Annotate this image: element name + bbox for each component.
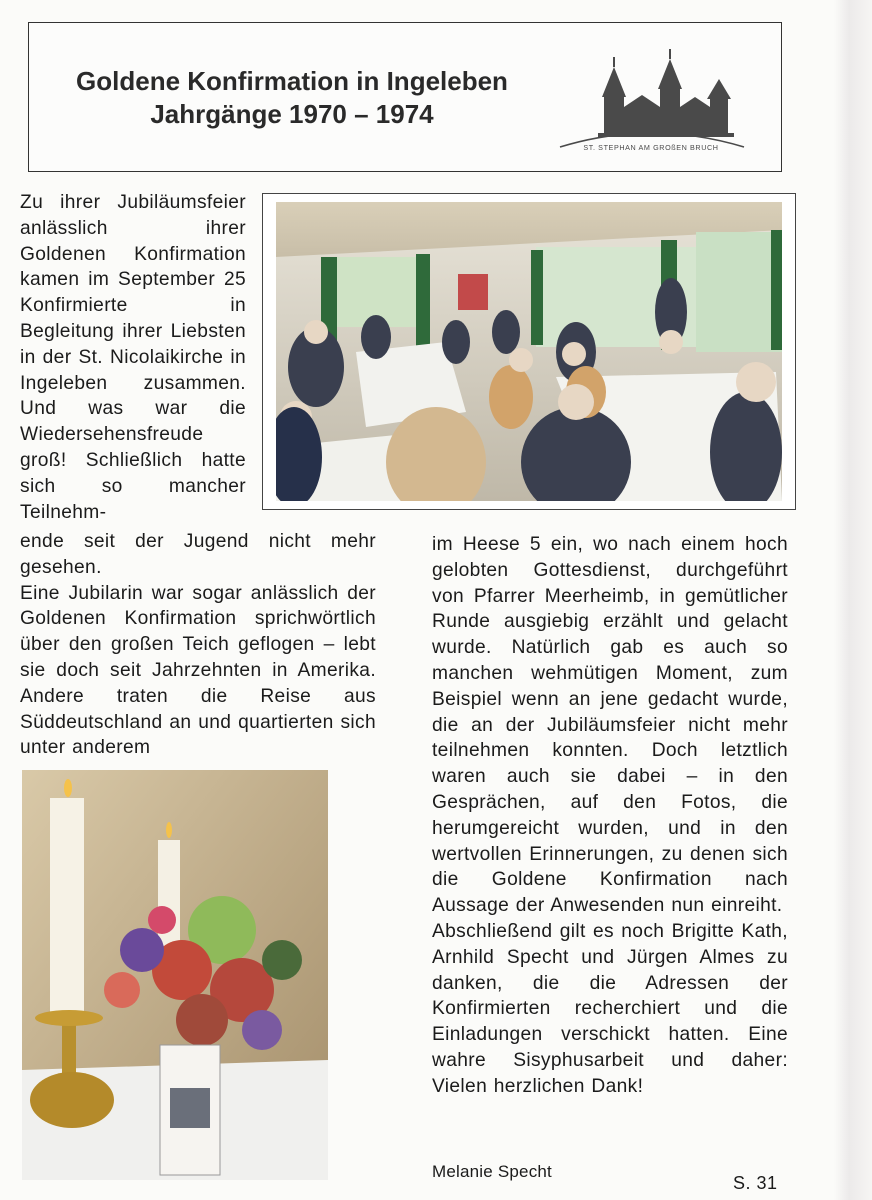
article-paragraph: Zu ihrer Jubiläumsfeier anlässlich ihrer Goldenen Konfirmation kamen im September 25 Konfirmierte in Begleitung ihrer Liebsten in der St. Nicolaikirche in Ingeleben zusammen. Und was war die Wiedersehensfreude groß! Schließlich hatte sich so mancher Teilnehm-	[20, 192, 246, 523]
article-column-left-wide	[20, 529, 376, 761]
title-line-2: Jahrgänge 1970 – 1974	[150, 99, 434, 129]
page-title	[47, 65, 537, 131]
article-column-right	[432, 532, 788, 1100]
flower-bouquet-image	[22, 770, 328, 1180]
logo-text: ST. STEPHAN AM GROßEN BRUCH	[583, 143, 719, 152]
flowers-candles-photo	[22, 770, 328, 1180]
page-edge	[834, 0, 872, 1200]
article-paragraph: Eine Jubilarin war sogar anlässlich der Goldenen Konfirmation sprichwörtlich über den großen Teich geflogen – lebt sie doch seit Jahrzehnten in Amerika. Andere traten die Reise aus Süddeutschland an und quartierten sich unter anderem	[20, 582, 376, 759]
article-paragraph: Abschließend gilt es noch Brigitte Kath, Arnhild Specht und Jürgen Almes zu danken, die die Adressen der Konfirmierten recherchiert und die Einladungen verschickt hatten. Eine wahre Sisyphusarbeit und daher: Vielen herzlichen Dank!	[432, 920, 788, 1097]
title-line-1: Goldene Konfirmation in Ingeleben	[76, 66, 508, 96]
banquet-hall-image	[276, 202, 782, 501]
page-number: S. 31	[733, 1173, 778, 1193]
article-paragraph: ende seit der Jugend nicht mehr gesehen.	[20, 531, 376, 578]
article-paragraph: im Heese 5 ein, wo nach einem hoch gelobten Gottesdienst, durchgeführt von Pfarrer Meerheimb, in gemütlicher Runde ausgiebig erzählt und gelacht wurde. Natürlich gab es auch so manchen wehmütigen Moment, zum Beispiel wenn an jene gedacht wurde, die an der Jubiläumsfeier nicht mehr teilnehmen konnten. Doch letztlich waren auch sie dabei – in den Gesprächen, auf den Fotos, die herumgereicht wurden, und in den wertvollen Erinnerungen, zu denen sich die Goldene Konfirmation nach Aussage der Anwesenden nun einreiht.	[432, 534, 788, 917]
reunion-photo	[262, 193, 796, 510]
author-name: Melanie Specht	[432, 1162, 552, 1181]
article-column-left-top	[20, 190, 246, 525]
church-silhouette-icon	[554, 49, 749, 153]
header-box	[28, 22, 782, 172]
